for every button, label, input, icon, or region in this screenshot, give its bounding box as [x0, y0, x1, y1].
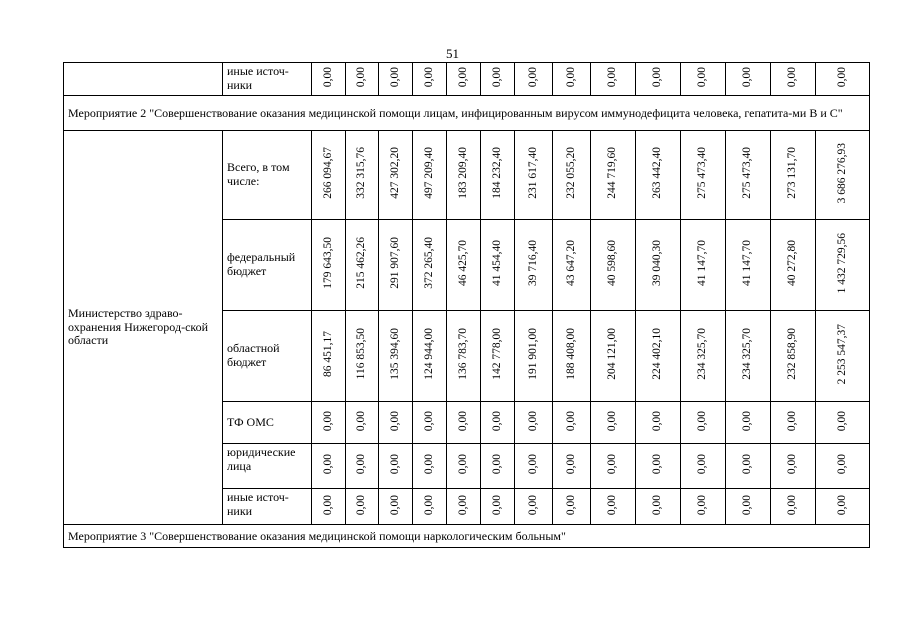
value-cell: 0,00 [346, 402, 379, 444]
funding-table [63, 62, 870, 548]
value-cell: 0,00 [681, 489, 726, 525]
value-cell: 0,00 [413, 444, 447, 489]
value-cell: 0,00 [413, 63, 447, 96]
value-cell: 232 858,90 [771, 311, 816, 402]
table-body [64, 63, 870, 548]
organization-name: Министерство здраво-охранения Нижегород-ской области [64, 131, 223, 525]
value-cell: 0,00 [553, 444, 591, 489]
value-cell: 273 131,70 [771, 131, 816, 220]
value-cell: 0,00 [771, 63, 816, 96]
value-cell: 0,00 [591, 402, 636, 444]
value-cell: 46 425,70 [447, 220, 481, 311]
value-cell: 0,00 [553, 489, 591, 525]
value-cell: 0,00 [553, 63, 591, 96]
value-cell: 0,00 [312, 489, 346, 525]
value-cell: 0,00 [726, 444, 771, 489]
section-3-title: Мероприятие 3 "Совершенствование оказания медицинской помощи наркологическим больным" [64, 525, 870, 548]
value-cell: 427 302,20 [379, 131, 413, 220]
value-cell: 0,00 [481, 402, 515, 444]
value-cell: 191 901,00 [515, 311, 553, 402]
value-cell: 332 315,76 [346, 131, 379, 220]
value-cell: 0,00 [413, 402, 447, 444]
value-cell: 0,00 [681, 63, 726, 96]
value-cell: 0,00 [591, 444, 636, 489]
value-cell: 124 944,00 [413, 311, 447, 402]
value-cell: 0,00 [447, 63, 481, 96]
row-label: федеральный бюджет [223, 220, 312, 311]
page-number: 51 [446, 46, 459, 61]
value-cell: 3 686 276,93 [816, 131, 870, 220]
value-cell: 0,00 [379, 63, 413, 96]
row-label: Всего, в том числе: [223, 131, 312, 220]
value-cell: 0,00 [681, 444, 726, 489]
value-cell: 116 853,50 [346, 311, 379, 402]
row-label: иные источ-ники [223, 63, 312, 96]
value-cell: 2 253 547,37 [816, 311, 870, 402]
value-cell: 0,00 [591, 489, 636, 525]
value-cell: 0,00 [447, 444, 481, 489]
value-cell: 0,00 [636, 444, 681, 489]
value-cell: 0,00 [771, 489, 816, 525]
value-cell: 0,00 [636, 63, 681, 96]
value-cell: 0,00 [481, 489, 515, 525]
value-cell: 86 451,17 [312, 311, 346, 402]
value-cell: 188 408,00 [553, 311, 591, 402]
value-cell: 0,00 [591, 63, 636, 96]
value-cell: 0,00 [553, 402, 591, 444]
value-cell: 0,00 [515, 402, 553, 444]
value-cell: 0,00 [312, 63, 346, 96]
value-cell: 497 209,40 [413, 131, 447, 220]
value-cell: 0,00 [346, 63, 379, 96]
value-cell: 0,00 [447, 402, 481, 444]
value-cell: 0,00 [481, 444, 515, 489]
value-cell: 179 643,50 [312, 220, 346, 311]
value-cell: 0,00 [515, 489, 553, 525]
table-row-total [64, 131, 870, 220]
value-cell: 275 473,40 [681, 131, 726, 220]
value-cell: 135 394,60 [379, 311, 413, 402]
value-cell: 263 442,40 [636, 131, 681, 220]
value-cell: 40 598,60 [591, 220, 636, 311]
value-cell: 244 719,60 [591, 131, 636, 220]
value-cell: 372 265,40 [413, 220, 447, 311]
value-cell: 0,00 [379, 444, 413, 489]
value-cell: 0,00 [816, 489, 870, 525]
value-cell: 183 209,40 [447, 131, 481, 220]
value-cell: 0,00 [346, 444, 379, 489]
value-cell: 0,00 [312, 402, 346, 444]
value-cell: 0,00 [636, 489, 681, 525]
value-cell: 1 432 729,56 [816, 220, 870, 311]
value-cell: 234 325,70 [726, 311, 771, 402]
value-cell: 0,00 [816, 402, 870, 444]
value-cell: 41 147,70 [681, 220, 726, 311]
value-cell: 0,00 [515, 63, 553, 96]
value-cell: 204 121,00 [591, 311, 636, 402]
value-cell: 0,00 [636, 402, 681, 444]
value-cell: 232 055,20 [553, 131, 591, 220]
value-cell: 215 462,26 [346, 220, 379, 311]
value-cell: 40 272,80 [771, 220, 816, 311]
value-cell: 184 232,40 [481, 131, 515, 220]
value-cell: 0,00 [515, 444, 553, 489]
value-cell: 0,00 [481, 63, 515, 96]
value-cell: 0,00 [726, 402, 771, 444]
value-cell: 224 402,10 [636, 311, 681, 402]
value-cell: 136 783,70 [447, 311, 481, 402]
value-cell: 142 778,00 [481, 311, 515, 402]
value-cell: 266 094,67 [312, 131, 346, 220]
value-cell: 275 473,40 [726, 131, 771, 220]
value-cell: 0,00 [681, 402, 726, 444]
row-label: иные источ-ники [223, 489, 312, 525]
value-cell: 0,00 [447, 489, 481, 525]
value-cell: 43 647,20 [553, 220, 591, 311]
value-cell: 0,00 [346, 489, 379, 525]
value-cell: 0,00 [726, 63, 771, 96]
value-cell: 0,00 [413, 489, 447, 525]
row-label: юридические лица [223, 444, 312, 489]
value-cell: 0,00 [816, 444, 870, 489]
row-label: ТФ ОМС [223, 402, 312, 444]
value-cell: 0,00 [312, 444, 346, 489]
section-header-row [64, 96, 870, 131]
value-cell: 234 325,70 [681, 311, 726, 402]
org-cell-empty [64, 63, 223, 96]
value-cell: 0,00 [816, 63, 870, 96]
value-cell: 291 907,60 [379, 220, 413, 311]
table-row-prev-other-sources [64, 63, 870, 96]
value-cell: 0,00 [771, 402, 816, 444]
value-cell: 231 617,40 [515, 131, 553, 220]
value-cell: 39 040,30 [636, 220, 681, 311]
value-cell: 0,00 [379, 489, 413, 525]
section-header-row [64, 525, 870, 548]
value-cell: 0,00 [771, 444, 816, 489]
section-2-title: Мероприятие 2 "Совершенствование оказания медицинской помощи лицам, инфицированным вирусом иммунодефицита человека, гепатита-ми В и С" [64, 96, 870, 131]
row-label: областной бюджет [223, 311, 312, 402]
value-cell: 0,00 [379, 402, 413, 444]
value-cell: 39 716,40 [515, 220, 553, 311]
value-cell: 0,00 [726, 489, 771, 525]
value-cell: 41 147,70 [726, 220, 771, 311]
value-cell: 41 454,40 [481, 220, 515, 311]
